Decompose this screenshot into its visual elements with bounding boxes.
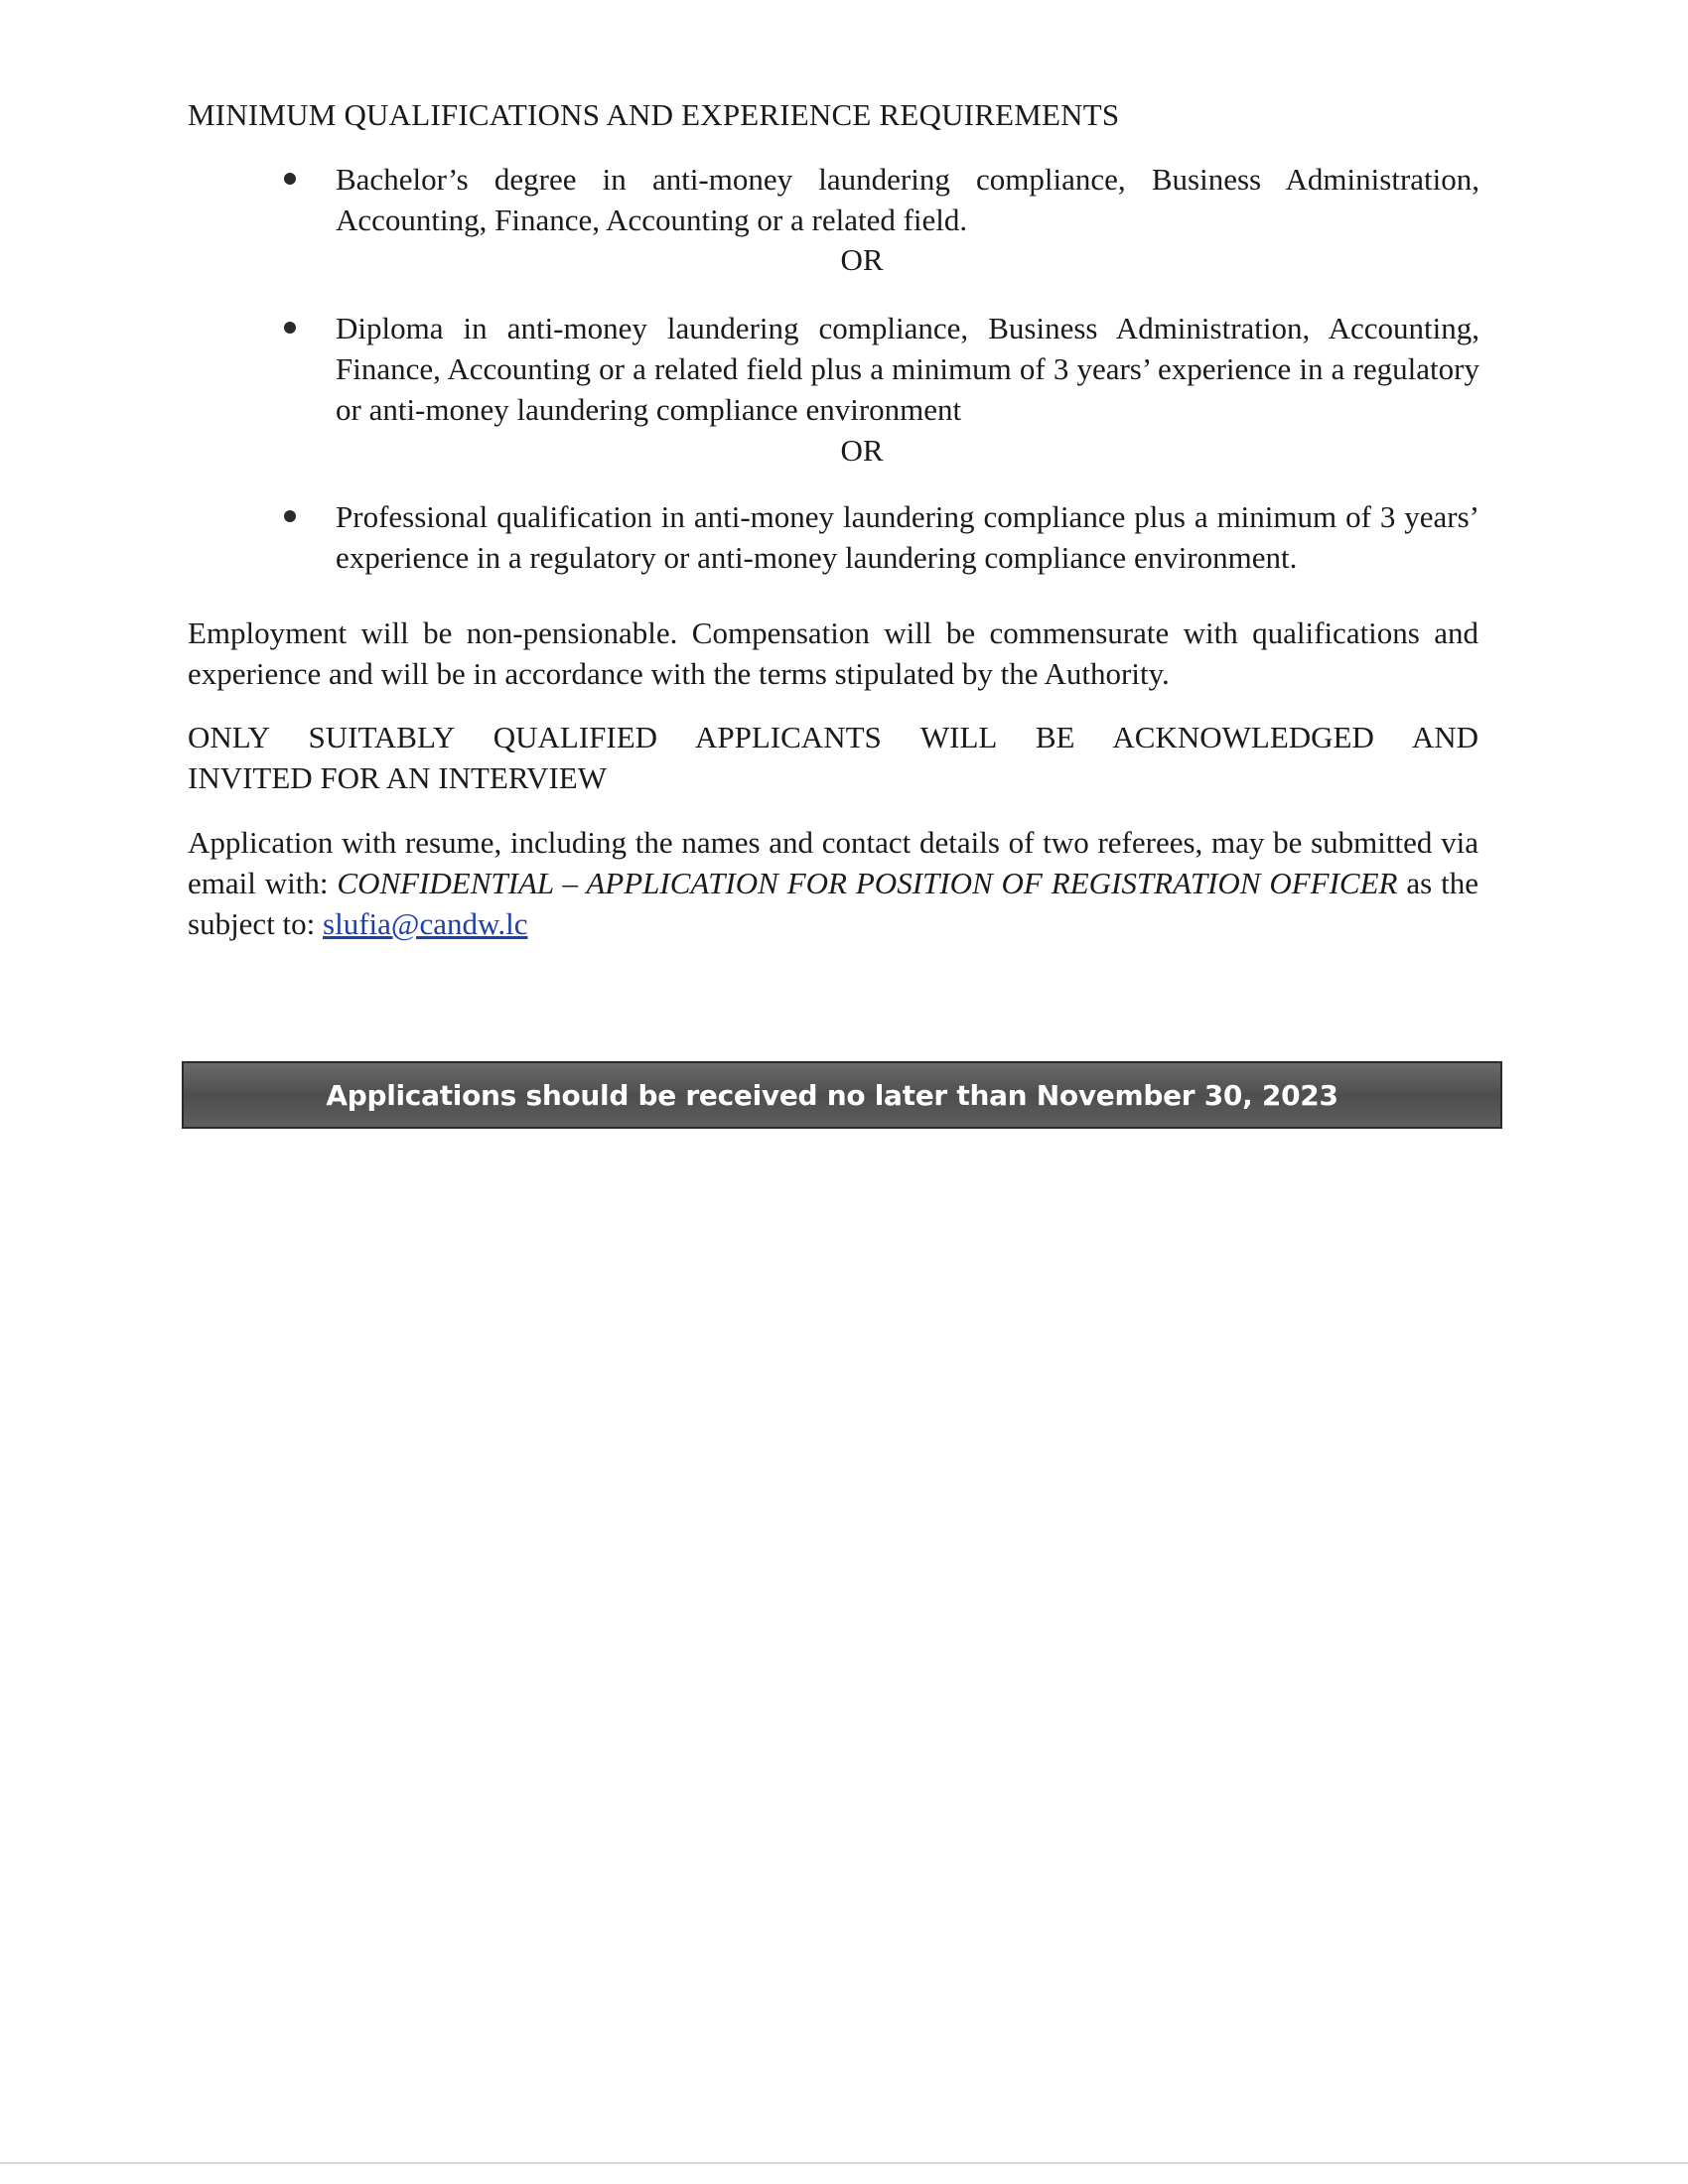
or-separator: OR (840, 433, 884, 468)
bullet-icon (284, 173, 296, 185)
email-subject: CONFIDENTIAL – APPLICATION FOR POSITION OF REGISTRATION OFFICER (337, 866, 1398, 900)
qualification-text: Bachelor’s degree in anti-money laundering compliance, Business Administration, Accounting, Finance, Accounting or a related field. (336, 162, 1479, 237)
deadline-banner (182, 1061, 1502, 1129)
bullet-icon (284, 510, 296, 522)
application-middle: as the subject to: (188, 866, 1478, 941)
notice-line: ONLY SUITABLY QUALIFIED APPLICANTS WILL BE ACKNOWLEDGED AND (188, 720, 1478, 754)
application-intro: Application with resume, including the names and contact details of two referees, may be submitted via email with: (188, 825, 1478, 900)
notice-line: INVITED FOR AN INTERVIEW (188, 760, 607, 795)
bullet-icon (284, 322, 296, 334)
or-separator: OR (840, 242, 884, 277)
employment-paragraph: Employment will be non-pensionable. Compensation will be commensurate with qualifications and experience and will be in accordance with the terms stipulated by the Authority. (188, 615, 1478, 691)
email-link[interactable]: slufia@candw.lc (323, 906, 528, 941)
application-paragraph (188, 822, 1478, 944)
qualification-item (288, 308, 1479, 430)
section-heading: MINIMUM QUALIFICATIONS AND EXPERIENCE REQUIREMENTS (188, 97, 1120, 132)
deadline-text: Applications should be received no later than November 30, 2023 (326, 1078, 1338, 1112)
qualification-item (288, 159, 1479, 240)
notice-paragraph (188, 717, 1478, 798)
qualification-item (288, 496, 1479, 578)
qualification-text: Professional qualification in anti-money laundering compliance plus a minimum of 3 years’ experience in a regulatory or anti-money laundering compliance environment. (336, 499, 1479, 575)
page-bottom-divider (0, 2162, 1688, 2164)
qualification-text: Diploma in anti-money laundering compliance, Business Administration, Accounting, Finance, Accounting or a related field plus a minimum of 3 years’ experience in a regulatory or anti-money laundering compliance environment (336, 311, 1479, 427)
